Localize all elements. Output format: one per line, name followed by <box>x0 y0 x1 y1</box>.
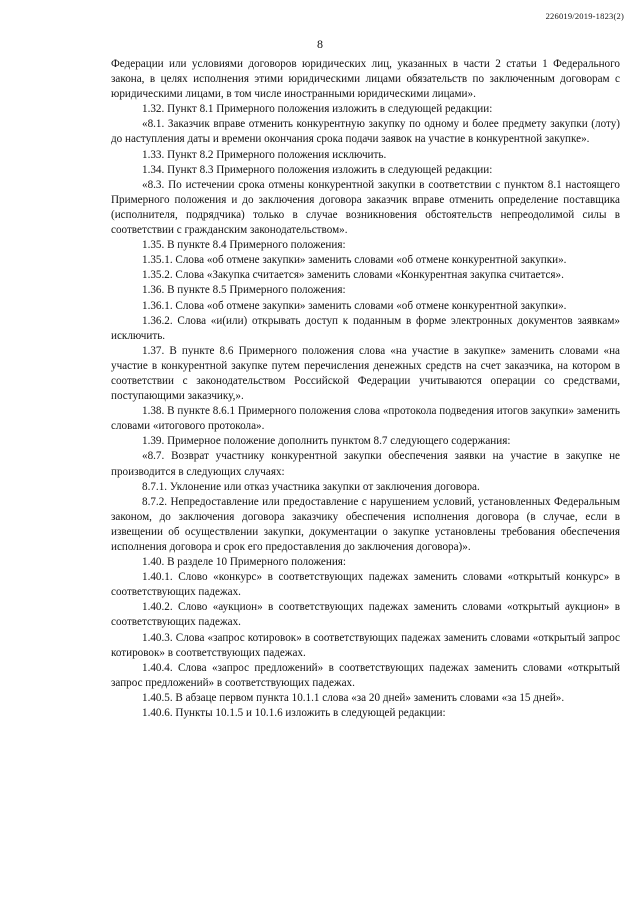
paragraph: 1.39. Примерное положение дополнить пунктом 8.7 следующего содержания: <box>142 435 511 448</box>
paragraph: 8.7.1. Уклонение или отказ участника закупки от заключения договора. <box>142 480 480 493</box>
paragraph: 1.38. В пункте 8.6.1 Примерного положения слова «протокола подведения итогов закупки» заменить словами «итогового протокола». <box>111 405 620 433</box>
document-body <box>111 57 620 721</box>
paragraph: 1.34. Пункт 8.3 Примерного положения изложить в следующей редакции: <box>142 163 493 176</box>
paragraph: 1.40.6. Пункты 10.1.5 и 10.1.6 изложить в следующей редакции: <box>142 707 446 720</box>
paragraph: 1.40.4. Слова «запрос предложений» в соответствующих падежах заменить словами «открытый запрос предложений» в соответствующих падежах. <box>111 661 620 689</box>
paragraph: 1.35. В пункте 8.4 Примерного положения: <box>142 239 346 252</box>
paragraph: 1.33. Пункт 8.2 Примерного положения исключить. <box>142 148 387 161</box>
paragraph: 1.40.2. Слово «аукцион» в соответствующих падежах заменить словами «открытый аукцион» в соответствующих падежах. <box>111 601 620 629</box>
paragraph: 1.40. В разделе 10 Примерного положения: <box>142 556 347 569</box>
paragraph: 1.40.1. Слово «конкурс» в соответствующих падежах заменить словами «открытый конкурс» в соответствующих падежах. <box>111 571 620 599</box>
paragraph: 1.36.2. Слова «и(или) открывать доступ к поданным в форме электронных документов заявкам» исключить. <box>111 314 620 342</box>
paragraph: 1.35.1. Слова «об отмене закупки» заменить словами «об отмене конкурентной закупки». <box>142 254 567 267</box>
page-number: 8 <box>317 37 323 51</box>
paragraph: «8.1. Заказчик вправе отменить конкурентную закупку по одному и более предмету закупки (лоту) до наступления даты и времени окончания срока подачи заявок на участие в конкурентной закупке». <box>111 118 620 146</box>
paragraph: 1.35.2. Слова «Закупка считается» заменить словами «Конкурентная закупка считается». <box>142 269 564 282</box>
document-id: 226019/2019-1823(2) <box>545 11 624 21</box>
paragraph: 1.40.3. Слова «запрос котировок» в соответствующих падежах заменить словами «открытый запрос котировок» в соответствующих падежах. <box>111 631 620 659</box>
paragraph: 1.37. В пункте 8.6 Примерного положения слова «на участие в закупке» заменить словами «на участие в конкурентной закупке путем перечисления денежных средств на счет заказчика, на котором в соответствии с законодательством Российской Федерации учитываются операции со средствами, поступающими заказчику,». <box>111 344 620 403</box>
paragraph: 1.32. Пункт 8.1 Примерного положения изложить в следующей редакции: <box>142 103 493 116</box>
paragraph: 1.40.5. В абзаце первом пункта 10.1.1 слова «за 20 дней» заменить словами «за 15 дней». <box>142 691 565 704</box>
paragraph: 1.36.1. Слова «об отмене закупки» заменить словами «об отмене конкурентной закупки». <box>142 299 567 312</box>
paragraph: «8.3. По истечении срока отмены конкурентной закупки в соответствии с пунктом 8.1 настоящего Примерного положения и до заключения договора заказчик вправе отменить определение поставщика (исполнителя, подрядчика) только в случае возникновения обстоятельств непреодолимой силы в соответствии с гражданским законодательством». <box>111 178 620 237</box>
paragraph: «8.7. Возврат участнику конкурентной закупки обеспечения заявки на участие в закупке не производится в следующих случаях: <box>111 450 620 478</box>
paragraph: 8.7.2. Непредоставление или предоставление с нарушением условий, установленных Федеральным законом, до заключения договора заказчику обеспечения исполнения договора (в случае, если в извещении об осуществлении закупки, документации о закупке установлены требования обеспечения исполнения договора и срок его предоставления до заключения договора)». <box>111 495 620 553</box>
paragraph: 1.36. В пункте 8.5 Примерного положения: <box>142 284 346 297</box>
paragraph: Федерации или условиями договоров юридических лиц, указанных в части 2 статьи 1 Федерального закона, в целях исполнения этими юридическими лицами обязательств по заключенным договорам с юридическими лицами, в том числе иностранными юридическими лицами». <box>111 58 620 101</box>
